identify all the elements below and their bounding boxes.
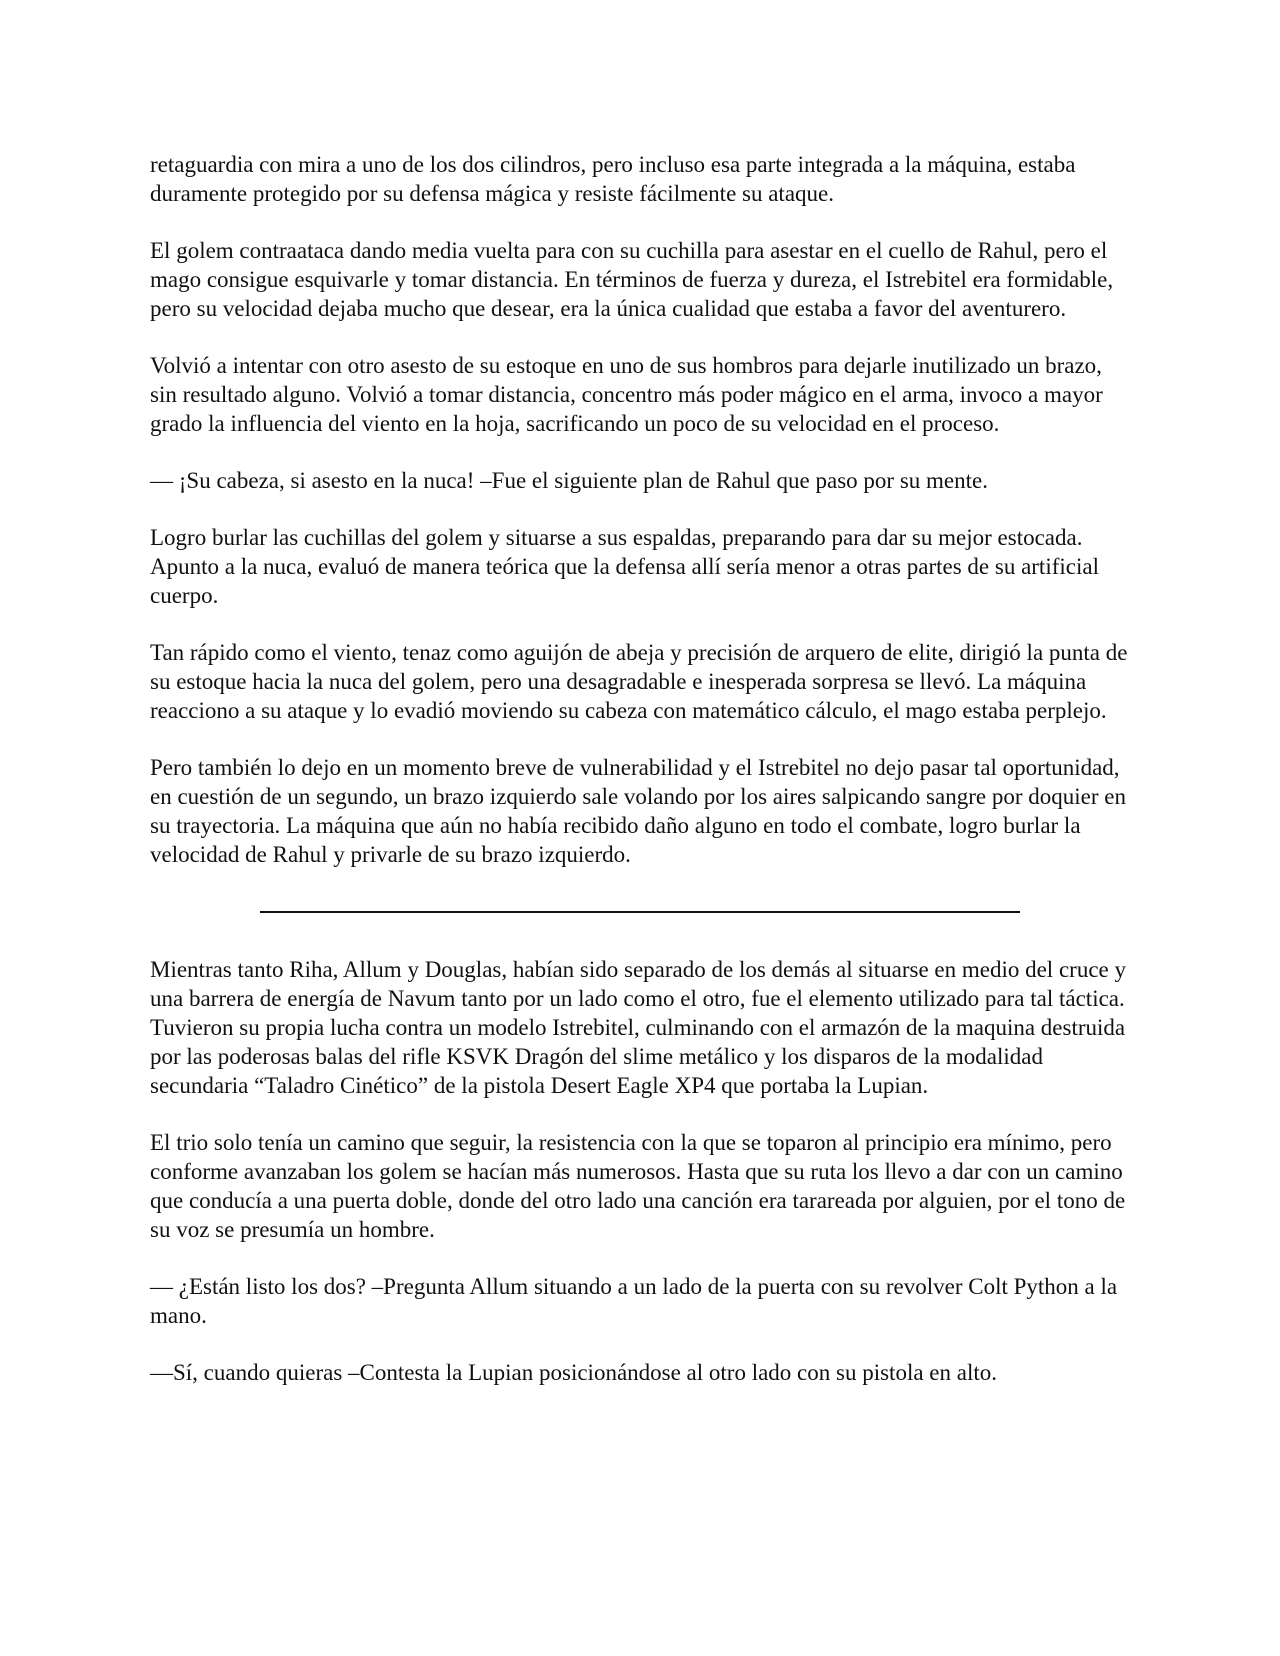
document-page <box>150 150 1130 1415</box>
section-2 <box>150 955 1130 1387</box>
paragraph: Volvió a intentar con otro asesto de su estoque en uno de sus hombros para dejarle inutilizado un brazo, sin resultado alguno. Volvió a tomar distancia, concentro más poder mágico en el arma, invoco a mayor grado la influencia del viento en la hoja, sacrificando un poco de su velocidad en el proceso. <box>150 353 1103 436</box>
paragraph: Logro burlar las cuchillas del golem y situarse a sus espaldas, preparando para dar su mejor estocada. Apunto a la nuca, evaluó de manera teórica que la defensa allí sería menor a otras partes de su artificial cuerpo. <box>150 525 1099 608</box>
dialogue-line: — ¿Están listo los dos? –Pregunta Allum situando a un lado de la puerta con su revolver Colt Python a la mano. <box>150 1274 1118 1328</box>
section-1 <box>150 150 1130 869</box>
paragraph: retaguardia con mira a uno de los dos cilindros, pero incluso esa parte integrada a la máquina, estaba duramente protegido por su defensa mágica y resiste fácilmente su ataque. <box>150 152 1076 206</box>
paragraph: El golem contraataca dando media vuelta para con su cuchilla para asestar en el cuello de Rahul, pero el mago consigue esquivarle y tomar distancia. En términos de fuerza y dureza, el Istrebitel era formidable, pero su velocidad dejaba mucho que desear, era la única cualidad que estaba a favor del aventurero. <box>150 238 1114 321</box>
dialogue-line: — ¡Su cabeza, si asesto en la nuca! –Fue el siguiente plan de Rahul que paso por su mente. <box>150 468 988 493</box>
section-divider <box>260 911 1020 913</box>
paragraph: El trio solo tenía un camino que seguir, la resistencia con la que se toparon al principio era mínimo, pero conforme avanzaban los golem se hacían más numerosos. Hasta que su ruta los llevo a dar con un camino que conducía a una puerta doble, donde del otro lado una canción era tarareada por alguien, por el tono de su voz se presumía un hombre. <box>150 1130 1126 1242</box>
paragraph: Pero también lo dejo en un momento breve de vulnerabilidad y el Istrebitel no dejo pasar tal oportunidad, en cuestión de un segundo, un brazo izquierdo sale volando por los aires salpicando sangre por doquier en su trayectoria. La máquina que aún no había recibido daño alguno en todo el combate, logro burlar la velocidad de Rahul y privarle de su brazo izquierdo. <box>150 755 1126 867</box>
dialogue-line: —Sí, cuando quieras –Contesta la Lupian posicionándose al otro lado con su pistola en alto. <box>150 1360 997 1385</box>
paragraph: Tan rápido como el viento, tenaz como aguijón de abeja y precisión de arquero de elite, dirigió la punta de su estoque hacia la nuca del golem, pero una desagradable e inesperada sorpresa se llevó. La máquina reacciono a su ataque y lo evadió moviendo su cabeza con matemático cálculo, el mago estaba perplejo. <box>150 640 1128 723</box>
paragraph: Mientras tanto Riha, Allum y Douglas, habían sido separado de los demás al situarse en medio del cruce y una barrera de energía de Navum tanto por un lado como el otro, fue el elemento utilizado para tal táctica. Tuvieron su propia lucha contra un modelo Istrebitel, culminando con el armazón de la maquina destruida por las poderosas balas del rifle KSVK Dragón del slime metálico y los disparos de la modalidad secundaria “Taladro Cinético” de la pistola Desert Eagle XP4 que portaba la Lupian. <box>150 957 1126 1098</box>
